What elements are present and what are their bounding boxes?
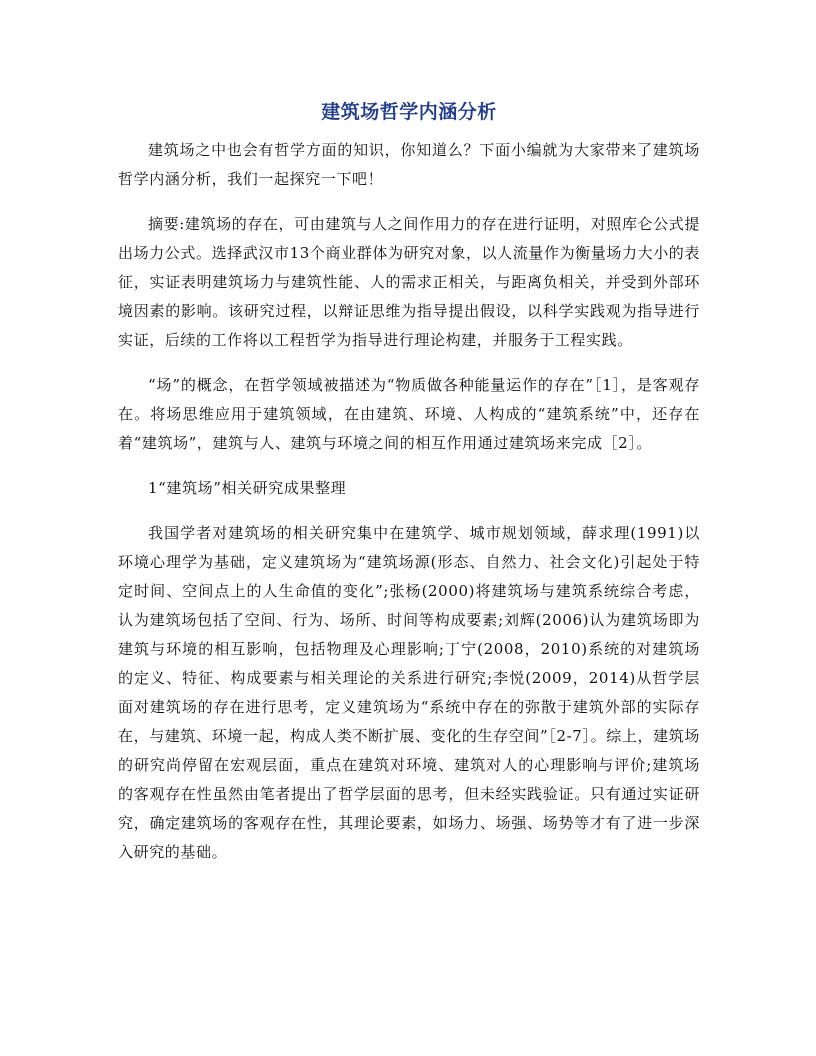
section-paragraph: 我国学者对建筑场的相关研究集中在建筑学、城市规划领域，薛求理(1991)以环境心理学为基础，定义建筑场为“建筑场源(形态、自然力、社会文化)引起处于特定时间、空间点上的人生命值的变化”;张杨(2000)将建筑场与建筑系统综合考虑，认为建筑场包括了空间、行为、场所、时间等构成要素;刘辉(2006)认为建筑场即为建筑与环境的相互影响，包括物理及心理影响;丁宁(2008，2010)系统的对建筑场的定义、特征、构成要素与相关理论的关系进行研究;李悦(2009，2014)从哲学层面对建筑场的存在进行思考，定义建筑场为“系统中存在的弥散于建筑外部的实际存在，与建筑、环境一起，构成人类不断扩展、变化的生存空间”［2-7］。综上，建筑场的研究尚停留在宏观层面，重点在建筑对环境、建筑对人的心理影响与评价;建筑场的客观存在性虽然由笔者提出了哲学层面的思考，但未经实践验证。只有通过实证研究，确定建筑场的客观存在性，其理论要素，如场力、场强、场势等才有了进一步深入研究的基础。 — [118, 524, 700, 861]
abstract-paragraph: 摘要:建筑场的存在，可由建筑与人之间作用力的存在进行证明，对照库仑公式提出场力公式。选择武汉市13个商业群体为研究对象，以人流量作为衡量场力大小的表征，实证表明建筑场力与建筑性能、人的需求正相关，与距离负相关，并受到外部环境因素的影响。该研究过程，以辩证思维为指导提出假设，以科学实践观为指导进行实证，后续的工作将以工程哲学为指导进行理论构建，并服务于工程实践。 — [118, 215, 700, 349]
section-heading: 1“建筑场”相关研究成果整理 — [148, 479, 347, 497]
document-page — [118, 98, 700, 883]
intro-paragraph: 建筑场之中也会有哲学方面的知识，你知道么？下面小编就为大家带来了建筑场哲学内涵分析，我们一起探究一下吧！ — [118, 141, 700, 188]
document-title: 建筑场哲学内涵分析 — [321, 101, 497, 123]
concept-paragraph: “场”的概念，在哲学领域被描述为“物质做各种能量运作的存在”［1］，是客观存在。将场思维应用于建筑领域，在由建筑、环境、人构成的“建筑系统”中，还存在着“建筑场”，建筑与人、建筑与环境之间的相互作用通过建筑场来完成［2］。 — [118, 376, 700, 452]
